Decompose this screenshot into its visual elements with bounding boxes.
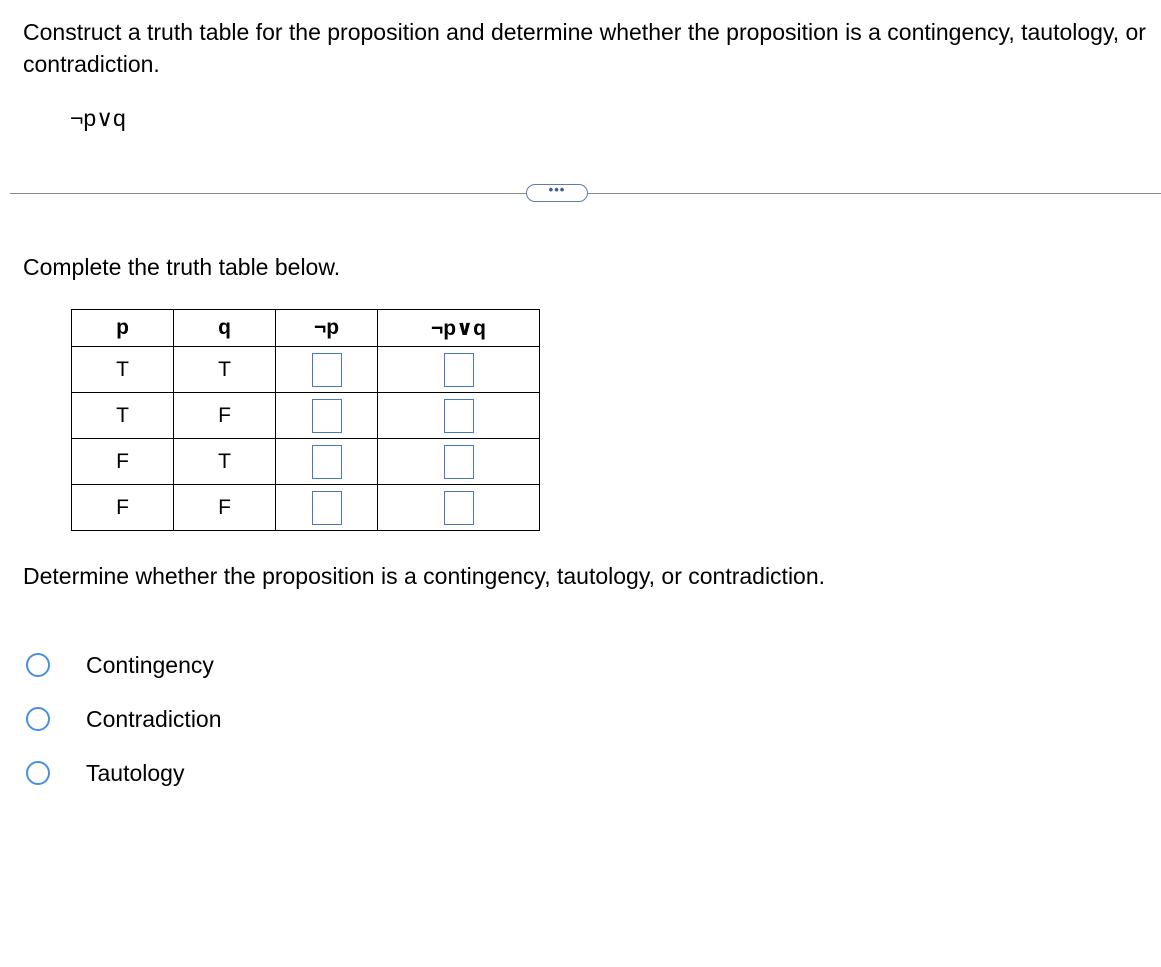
cell-not-p-or-q (378, 393, 540, 439)
cell-not-p-or-q (378, 485, 540, 531)
cell-not-p-or-q (378, 347, 540, 393)
option-tautology[interactable] (26, 746, 222, 800)
answer-input-not-p-or-q-row4[interactable] (444, 491, 474, 525)
cell-q: F (174, 485, 276, 531)
option-label-contingency: Contingency (86, 652, 214, 678)
cell-p: F (72, 439, 174, 485)
header-not-p: ¬p (276, 310, 378, 347)
cell-p: T (72, 393, 174, 439)
header-p: p (72, 310, 174, 347)
cell-not-p (276, 485, 378, 531)
truth-table (71, 309, 540, 531)
cell-q: F (174, 393, 276, 439)
option-contradiction[interactable] (26, 692, 222, 746)
table-row (72, 439, 540, 485)
option-label-contradiction: Contradiction (86, 706, 222, 732)
classification-options (26, 638, 222, 800)
cell-not-p (276, 393, 378, 439)
answer-input-not-p-or-q-row1[interactable] (444, 353, 474, 387)
table-row (72, 347, 540, 393)
cell-q: T (174, 439, 276, 485)
answer-input-not-p-row3[interactable] (312, 445, 342, 479)
table-row (72, 393, 540, 439)
header-not-p-or-q: ¬p∨q (378, 310, 540, 347)
proposition-expression: ¬p∨q (70, 105, 126, 131)
radio-button-contingency[interactable] (26, 653, 50, 677)
header-q: q (174, 310, 276, 347)
cell-not-p (276, 347, 378, 393)
cell-q: T (174, 347, 276, 393)
answer-input-not-p-or-q-row2[interactable] (444, 399, 474, 433)
answer-input-not-p-row1[interactable] (312, 353, 342, 387)
radio-button-tautology[interactable] (26, 761, 50, 785)
truth-table-header-row (72, 310, 540, 347)
question-text: Construct a truth table for the proposition and determine whether the proposition is a contingency, tautology, or contradiction. (23, 19, 1146, 77)
cell-p: F (72, 485, 174, 531)
table-row (72, 485, 540, 531)
cell-p: T (72, 347, 174, 393)
expand-more-button[interactable]: ••• (526, 184, 588, 202)
cell-not-p-or-q (378, 439, 540, 485)
table-prompt: Complete the truth table below. (23, 254, 341, 280)
radio-button-contradiction[interactable] (26, 707, 50, 731)
option-contingency[interactable] (26, 638, 222, 692)
option-label-tautology: Tautology (86, 760, 185, 786)
classification-prompt: Determine whether the proposition is a contingency, tautology, or contradiction. (23, 563, 826, 589)
answer-input-not-p-or-q-row3[interactable] (444, 445, 474, 479)
answer-input-not-p-row4[interactable] (312, 491, 342, 525)
answer-input-not-p-row2[interactable] (312, 399, 342, 433)
cell-not-p (276, 439, 378, 485)
